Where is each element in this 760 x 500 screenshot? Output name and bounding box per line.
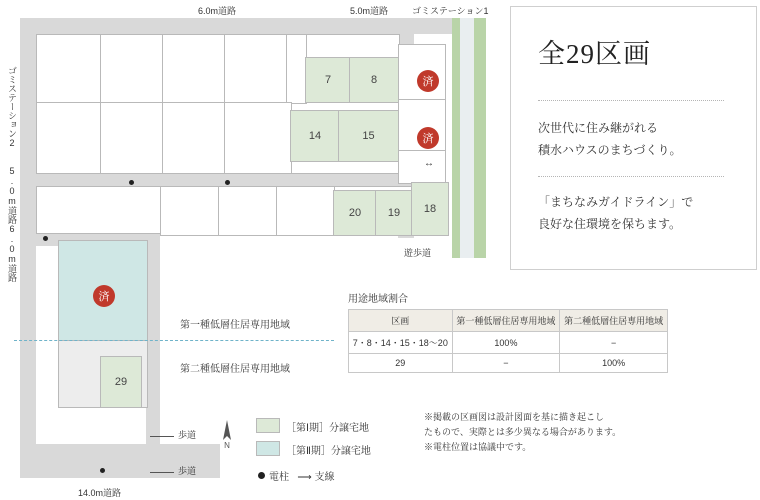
disclaimer-notes (424, 410, 654, 455)
leader-line (150, 436, 174, 437)
paragraph-1-line-2: 積水ハウスのまちづくり。 (538, 143, 682, 157)
status-badge-sold: 済 (417, 70, 439, 92)
legend-label-phase2: ［第Ⅱ期］分譲宅地 (286, 446, 371, 457)
lot-20[interactable]: 20 (333, 190, 377, 236)
road-label-sidewalk-1: 歩道 (178, 430, 197, 440)
status-badge-sold: 済 (417, 127, 439, 149)
pole-dot (129, 180, 134, 185)
legend-swatch-phase2 (256, 441, 280, 456)
lot-14[interactable]: 14 (290, 110, 340, 162)
pole-dot-icon (258, 472, 265, 479)
legend-label-phase1: ［第Ⅰ期］分譲宅地 (286, 423, 369, 434)
zone-divider (14, 340, 334, 341)
road-label-6m-left: 6.0m道路 (7, 224, 17, 282)
table-cell: 100% (452, 332, 560, 354)
footer-legend-stay: 支線 (314, 472, 335, 483)
lot-8[interactable]: 8 (349, 57, 399, 103)
table-cell: − (560, 332, 668, 354)
table-cell: 29 (349, 354, 453, 373)
lot-generic (398, 150, 446, 184)
zone-label-type2: 第二種低層住居専用地域 (180, 364, 290, 375)
legend-swatch-phase1 (256, 418, 280, 433)
lot-7[interactable]: 7 (305, 57, 351, 103)
road-label-promenade: 遊歩道 (404, 248, 432, 258)
table-header-cell: 第二種低層住居専用地域 (560, 310, 668, 332)
lot-15[interactable]: 15 (338, 110, 399, 162)
lot-19[interactable]: 19 (375, 190, 413, 236)
footer-legend-pole: 電柱 (269, 472, 289, 483)
road-label-sidewalk-2: 歩道 (178, 466, 197, 476)
table-cell: 100% (560, 354, 668, 373)
table-header-cell: 第一種低層住居専用地域 (452, 310, 560, 332)
lot-generic (224, 102, 292, 174)
lot-generic (162, 102, 226, 174)
paragraph-1-line-1: 次世代に住み継がれる (538, 121, 659, 135)
road-top (20, 18, 460, 34)
lot-generic (162, 34, 226, 104)
road-label-gomi-1: ゴミステーション1 (412, 6, 489, 16)
lot-generic (286, 34, 307, 104)
road-label-5m-top: 5.0m道路 (350, 6, 389, 16)
road-mid-horizontal (20, 172, 420, 186)
legend-row-phase2 (256, 441, 371, 457)
road-label-6m-top: 6.0m道路 (198, 6, 237, 16)
leader-line (150, 472, 174, 473)
table-row (349, 354, 668, 373)
road-label-14m-bottom: 14.0m道路 (78, 488, 122, 498)
legend (256, 418, 371, 464)
legend-row-phase1 (256, 418, 371, 434)
lot-generic (276, 186, 335, 236)
lot-18[interactable]: 18 (411, 182, 449, 236)
paragraph-2-line-1: 「まちなみガイドライン」で (538, 195, 694, 209)
note-line-2: たもので、実際とは多少異なる場合があります。 (424, 427, 622, 437)
footer-legend (258, 468, 334, 483)
zoning-table-caption: 用途地域割合 (348, 294, 408, 305)
svg-text:N: N (224, 441, 230, 448)
width-arrow: ↔ (424, 158, 434, 169)
divider-2 (538, 176, 724, 177)
lot-generic (100, 102, 164, 174)
road-label-5m-left: 5.0m道路 (7, 166, 17, 224)
zoning-table (348, 309, 668, 373)
pole-dot (225, 180, 230, 185)
road-label-gomi-2: ゴミステーション2 (7, 66, 17, 148)
road-left (20, 18, 36, 478)
page-title: 全29区画 (538, 39, 651, 69)
pole-dot (43, 236, 48, 241)
promenade-strip (460, 18, 474, 258)
table-cell: 7・8・14・15・18〜20 (349, 332, 453, 354)
road-vertical-center (146, 232, 160, 462)
table-row (349, 332, 668, 354)
lot-29[interactable]: 29 (100, 356, 142, 408)
lot-generic (36, 102, 102, 174)
compass-icon (215, 418, 239, 448)
note-line-3: ※電柱位置は協議中です。 (424, 442, 532, 452)
paragraph-2-line-2: 良好な住環境を保ちます。 (538, 217, 682, 231)
table-header-cell: 区画 (349, 310, 453, 332)
note-line-1: ※掲載の区画図は設計図面を基に描き起こし (424, 412, 605, 422)
zoning-table-wrap (348, 290, 668, 373)
lot-generic (36, 34, 102, 104)
lot-generic (224, 34, 288, 104)
stay-arrow-icon: ⟶ (297, 472, 312, 483)
road-ne-branch (398, 18, 460, 34)
lot-generic (218, 186, 278, 236)
divider-1 (538, 100, 724, 101)
lot-generic (160, 186, 220, 236)
pole-dot (100, 468, 105, 473)
status-badge-sold: 済 (93, 285, 115, 307)
table-cell: − (452, 354, 560, 373)
table-header-row (349, 310, 668, 332)
zone-label-type1: 第一種低層住居専用地域 (180, 320, 290, 331)
lot-generic (100, 34, 164, 104)
